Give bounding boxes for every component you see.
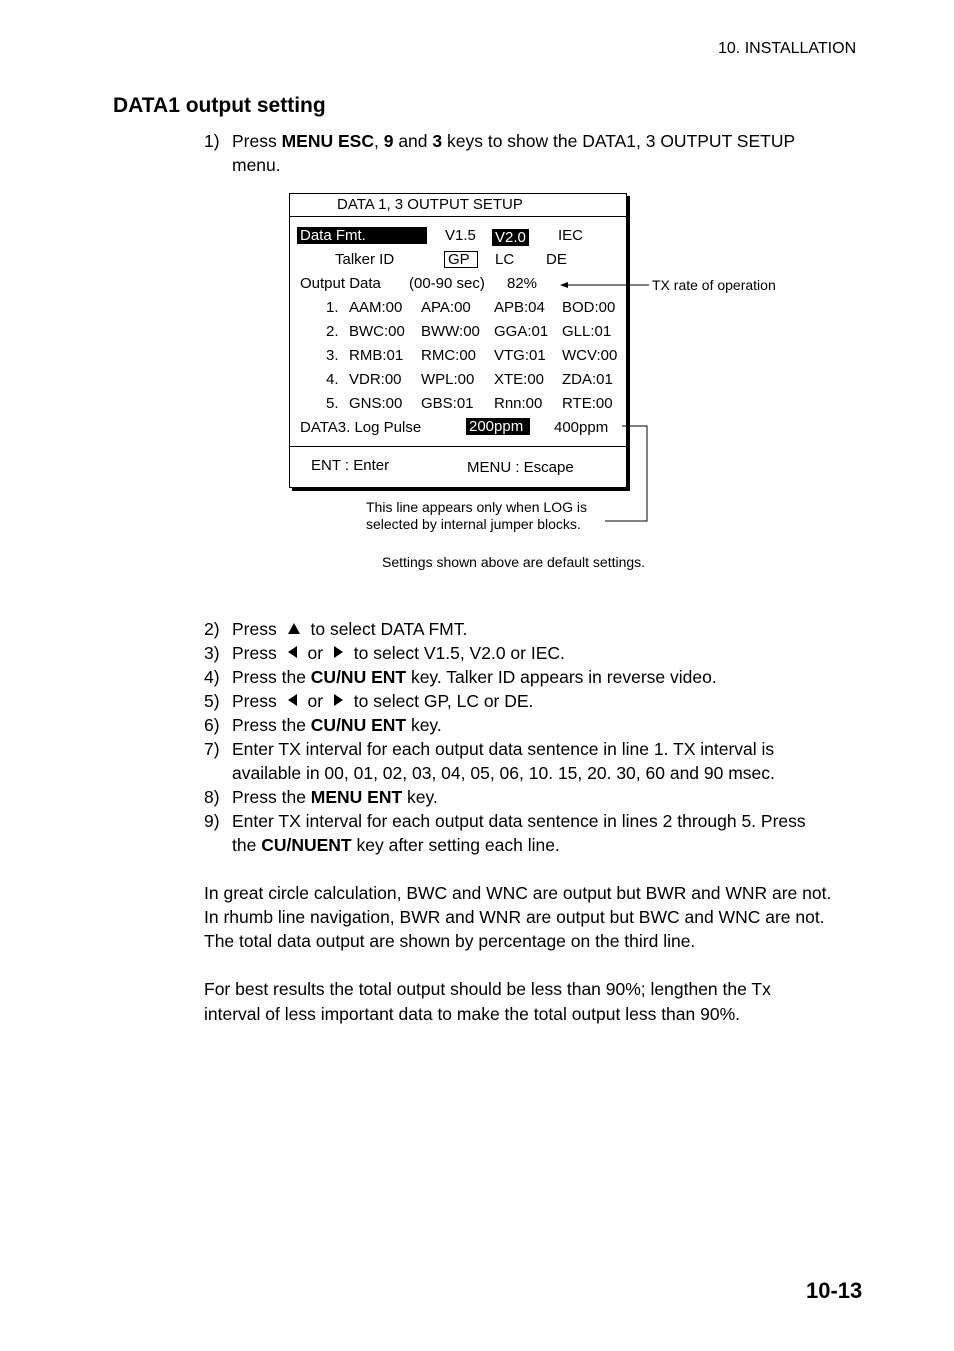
menu-title: DATA 1, 3 OUTPUT SETUP <box>337 196 523 213</box>
sentence-item[interactable]: XTE:00 <box>494 371 545 388</box>
step-text: Press <box>232 691 277 711</box>
step-text: Press the <box>232 787 311 807</box>
data-fmt-label[interactable]: Data Fmt. <box>297 227 427 244</box>
step-text: keys to show the DATA1, 3 OUTPUT SETUP <box>442 131 796 151</box>
paragraph-line: The total data output are shown by percentage on the third line. <box>204 931 696 951</box>
step-number: 5) <box>204 691 220 711</box>
key-name: MENU ENT <box>310 787 403 807</box>
step-number: 1) <box>204 131 220 151</box>
step-text: key after setting each line. <box>351 835 560 855</box>
step-text: Press <box>232 619 277 639</box>
right-arrow-icon <box>334 646 343 658</box>
step-number: 4) <box>204 667 220 687</box>
key-name: CU/NU ENT <box>310 715 407 735</box>
step-text: or <box>307 643 324 663</box>
step-9-continued <box>232 833 560 857</box>
talker-option-gp[interactable]: GP <box>444 251 478 268</box>
step-text: or <box>307 691 324 711</box>
step-number: 6) <box>204 715 220 735</box>
right-arrow-icon <box>334 694 343 706</box>
paragraph-line: For best results the total output should be less than 90%; lengthen the Tx <box>204 979 771 999</box>
sentence-item[interactable]: APB:04 <box>494 299 545 316</box>
fmt-option-v15[interactable]: V1.5 <box>445 227 476 244</box>
step-text: the <box>232 835 262 855</box>
key-name: MENU ESC <box>281 131 374 151</box>
sentence-item[interactable]: RMB:01 <box>349 347 404 364</box>
sentence-item[interactable]: WPL:00 <box>421 371 475 388</box>
step-text: Press the <box>232 667 311 687</box>
sentence-item[interactable]: RMC:00 <box>421 347 477 364</box>
running-header: 10. INSTALLATION <box>718 40 857 57</box>
key-name: 9 <box>383 131 394 151</box>
output-range: (00-90 sec) <box>409 275 485 292</box>
sentence-item[interactable]: APA:00 <box>421 299 471 316</box>
step-9 <box>204 809 806 833</box>
ent-hint: ENT : Enter <box>311 457 390 474</box>
step-number: 2) <box>204 619 220 639</box>
paragraph-line: In rhumb line navigation, BWR and WNR are output but BWC and WNC are not. <box>204 907 825 927</box>
step-6 <box>204 713 442 737</box>
sentence-item[interactable]: ZDA:01 <box>562 371 613 388</box>
step-text: to select GP, LC or DE. <box>353 691 534 711</box>
step-number: 9) <box>204 811 220 831</box>
log-note: selected by internal jumper blocks. <box>366 516 581 532</box>
step-text: to select V1.5, V2.0 or IEC. <box>353 643 565 663</box>
sentence-item[interactable]: RTE:00 <box>562 395 613 412</box>
sentence-item[interactable]: BWC:00 <box>349 323 405 340</box>
step-text: Enter TX interval for each output data sentence in lines 2 through 5. Press <box>232 811 806 831</box>
fmt-option-iec[interactable]: IEC <box>558 227 584 244</box>
sentence-item[interactable]: BOD:00 <box>562 299 616 316</box>
paragraph-line: In great circle calculation, BWC and WNC are output but BWR and WNR are not. <box>204 883 832 903</box>
key-name: 3 <box>432 131 443 151</box>
row-number: 3. <box>326 347 339 364</box>
step-text: key. Talker ID appears in reverse video. <box>406 667 717 687</box>
paragraph-line: interval of less important data to make the total output less than 90%. <box>204 1004 740 1024</box>
log-option-200[interactable]: 200ppm <box>466 418 530 435</box>
step-text: and <box>393 131 433 151</box>
key-name: CU/NU ENT <box>310 667 407 687</box>
sentence-item[interactable]: GBS:01 <box>421 395 474 412</box>
row-number: 4. <box>326 371 339 388</box>
log-note: This line appears only when LOG is <box>366 499 587 515</box>
step-4 <box>204 665 717 689</box>
bracket-line <box>605 426 647 521</box>
talker-option-de[interactable]: DE <box>546 251 567 268</box>
escape-hint: MENU : Escape <box>467 459 574 476</box>
sentence-item[interactable]: AAM:00 <box>349 299 403 316</box>
up-arrow-icon <box>288 623 300 634</box>
step-text: Enter TX interval for each output data sentence in line 1. TX interval is <box>232 739 775 759</box>
left-arrow-icon <box>288 694 297 706</box>
output-percent: 82% <box>507 275 538 292</box>
sentence-item[interactable]: GNS:00 <box>349 395 403 412</box>
row-number: 1. <box>326 299 339 316</box>
sentence-item[interactable]: GGA:01 <box>494 323 549 340</box>
sentence-item[interactable]: Rnn:00 <box>494 395 543 412</box>
step-1-continued: menu. <box>232 155 281 175</box>
fmt-option-v20[interactable]: V2.0 <box>492 229 529 246</box>
output-data-label: Output Data <box>300 275 381 292</box>
sentence-item[interactable]: GLL:01 <box>562 323 612 340</box>
sentence-item[interactable]: BWW:00 <box>421 323 480 340</box>
row-number: 5. <box>326 395 339 412</box>
step-7-continued: available in 00, 01, 02, 03, 04, 05, 06, 10. 15, 20. 30, 60 and 90 msec. <box>232 763 775 783</box>
step-text: to select DATA FMT. <box>310 619 468 639</box>
sentence-item[interactable]: VTG:01 <box>494 347 546 364</box>
step-8 <box>204 785 438 809</box>
step-text: Press <box>232 643 277 663</box>
log-option-400[interactable]: 400ppm <box>554 419 609 436</box>
row-number: 2. <box>326 323 339 340</box>
key-name: CU/NUENT <box>261 835 352 855</box>
step-number: 8) <box>204 787 220 807</box>
talker-id-label: Talker ID <box>335 251 395 268</box>
step-5 <box>204 689 533 713</box>
step-number: 3) <box>204 643 220 663</box>
sentence-item[interactable]: VDR:00 <box>349 371 402 388</box>
log-pulse-label: DATA3. Log Pulse <box>300 419 422 436</box>
step-7 <box>204 737 774 761</box>
section-heading: DATA1 output setting <box>113 94 326 117</box>
step-2 <box>204 617 467 641</box>
step-3 <box>204 641 565 665</box>
step-text: Press <box>232 131 282 151</box>
step-text: Press the <box>232 715 311 735</box>
tx-rate-callout: TX rate of operation <box>652 277 776 293</box>
default-note: Settings shown above are default settings. <box>382 554 646 570</box>
arrowhead <box>560 282 568 288</box>
step-text: key. <box>402 787 438 807</box>
step-number: 7) <box>204 739 220 759</box>
page-number: 10-13 <box>806 1278 863 1303</box>
step-text: key. <box>406 715 442 735</box>
talker-option-lc[interactable]: LC <box>495 251 515 268</box>
left-arrow-icon <box>288 646 297 658</box>
sentence-item[interactable]: WCV:00 <box>562 347 618 364</box>
step-text: , <box>373 131 384 151</box>
